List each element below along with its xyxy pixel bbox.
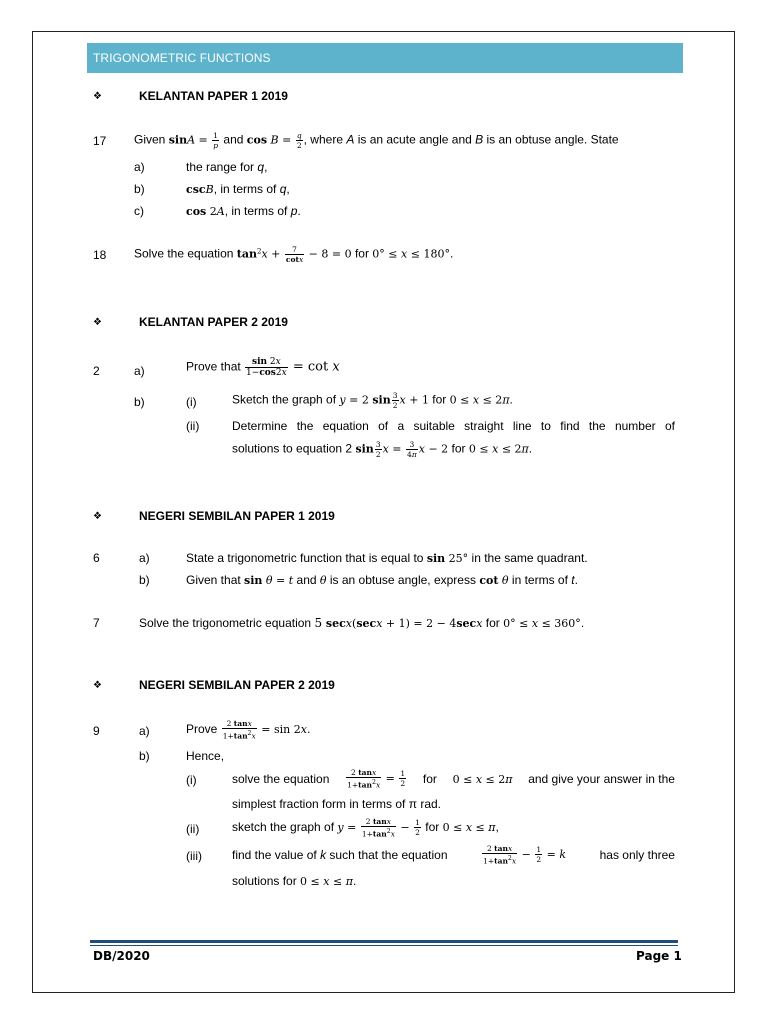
sub-question: Sketch the graph of y = 2 sin $\frac{3}{2}$ x + 1 for 0 ≤ x ≤ 2π. bbox=[232, 391, 513, 410]
footer-rule bbox=[90, 940, 678, 943]
sub-label: (iii) bbox=[186, 849, 202, 863]
sub-label: (ii) bbox=[186, 822, 200, 836]
sub-label: b) bbox=[139, 573, 150, 587]
sub-label: (i) bbox=[186, 773, 197, 787]
sub-label: (ii) bbox=[186, 419, 200, 433]
sub-label: b) bbox=[139, 749, 150, 763]
section-heading: KELANTAN PAPER 2 2019 bbox=[139, 315, 288, 329]
sub-question: Prove that $\frac{\sin 2x}{1-\cos 2x}$ = cot x bbox=[186, 357, 340, 378]
section-heading: NEGERI SEMBILAN PAPER 2 2019 bbox=[139, 678, 335, 692]
question-number: 18 bbox=[93, 248, 107, 262]
bullet-icon: ❖ bbox=[93, 511, 102, 522]
sub-question: State a trigonometric function that is equal to sin 25° in the same quadrant. bbox=[186, 551, 588, 565]
page-title: TRIGONOMETRIC FUNCTIONS bbox=[87, 43, 683, 73]
sub-question: simplest fraction form in terms of π rad. bbox=[232, 797, 442, 811]
page-number: Page 1 bbox=[636, 949, 682, 963]
sub-question: cscB, in terms of q, bbox=[186, 182, 290, 196]
sub-label: b) bbox=[134, 182, 145, 196]
sub-label: a) bbox=[134, 160, 145, 174]
sub-question: solve the equation $\frac{2 \tan x}{1+\tan^2x}$ = $\frac{1}{2}$ for 0 ≤ x ≤ 2π and give your answer in the bbox=[232, 768, 675, 790]
sub-question: cos 2A, in terms of p. bbox=[186, 204, 301, 218]
sub-label: a) bbox=[139, 724, 150, 738]
section-heading: KELANTAN PAPER 1 2019 bbox=[139, 89, 288, 103]
sub-question: solutions for 0 ≤ x ≤ π. bbox=[232, 874, 357, 888]
section-heading: NEGERI SEMBILAN PAPER 1 2019 bbox=[139, 509, 335, 523]
question-number: 6 bbox=[93, 551, 100, 565]
sub-label: c) bbox=[134, 204, 144, 218]
sub-question: sketch the graph of y = $\frac{2 \tan x}{1+\tan^2x}$ − $\frac{1}{2}$ for 0 ≤ x ≤ π, bbox=[232, 817, 499, 839]
question-text: Solve the trigonometric equation 5 secx(secx + 1) = 2 − 4secx for 0° ≤ x ≤ 360°. bbox=[139, 616, 585, 630]
question-number: 2 bbox=[93, 364, 100, 378]
bullet-icon: ❖ bbox=[93, 317, 102, 328]
footer-left: DB/2020 bbox=[93, 949, 150, 963]
question-text: Given sinA = $\frac{1}{p}$ and cos B = $\frac{q}{2}$ , where A is an acute angle and B is an obtuse angle. State bbox=[134, 131, 619, 150]
sub-question: Prove $\frac{2 \tan x}{1+\tan^2x}$ = sin 2x. bbox=[186, 719, 311, 741]
sub-question: Determine the equation of a suitable straight line to find the number of bbox=[232, 419, 675, 433]
question-number: 7 bbox=[93, 616, 100, 630]
sub-label: (i) bbox=[186, 395, 197, 409]
sub-question: the range for q, bbox=[186, 160, 268, 174]
sub-question: Hence, bbox=[186, 749, 225, 763]
question-number: 9 bbox=[93, 724, 100, 738]
question-text: Solve the equation $\tan^2x$ + $\frac{7}{\cot x}$ − 8 = 0 for 0° ≤ x ≤ 180°. bbox=[134, 245, 454, 264]
bullet-icon: ❖ bbox=[93, 91, 102, 102]
sub-question: find the value of k such that the equation $\frac{2 \tan x}{1+\tan^2x}$ − $\frac{1}{2}$ = k has only three bbox=[232, 844, 675, 866]
sub-question: solutions to equation 2 sin $\frac{3}{2}$ x = $\frac{3}{4\pi}$ x − 2 for 0 ≤ x ≤ 2π. bbox=[232, 440, 533, 459]
bullet-icon: ❖ bbox=[93, 680, 102, 691]
question-number: 17 bbox=[93, 134, 107, 148]
footer-rule-thin bbox=[90, 945, 678, 946]
sub-label: a) bbox=[134, 364, 145, 378]
sub-label: a) bbox=[139, 551, 150, 565]
sub-label: b) bbox=[134, 395, 145, 409]
sub-question: Given that sin θ = t and θ is an obtuse angle, express cot θ in terms of t. bbox=[186, 573, 578, 587]
